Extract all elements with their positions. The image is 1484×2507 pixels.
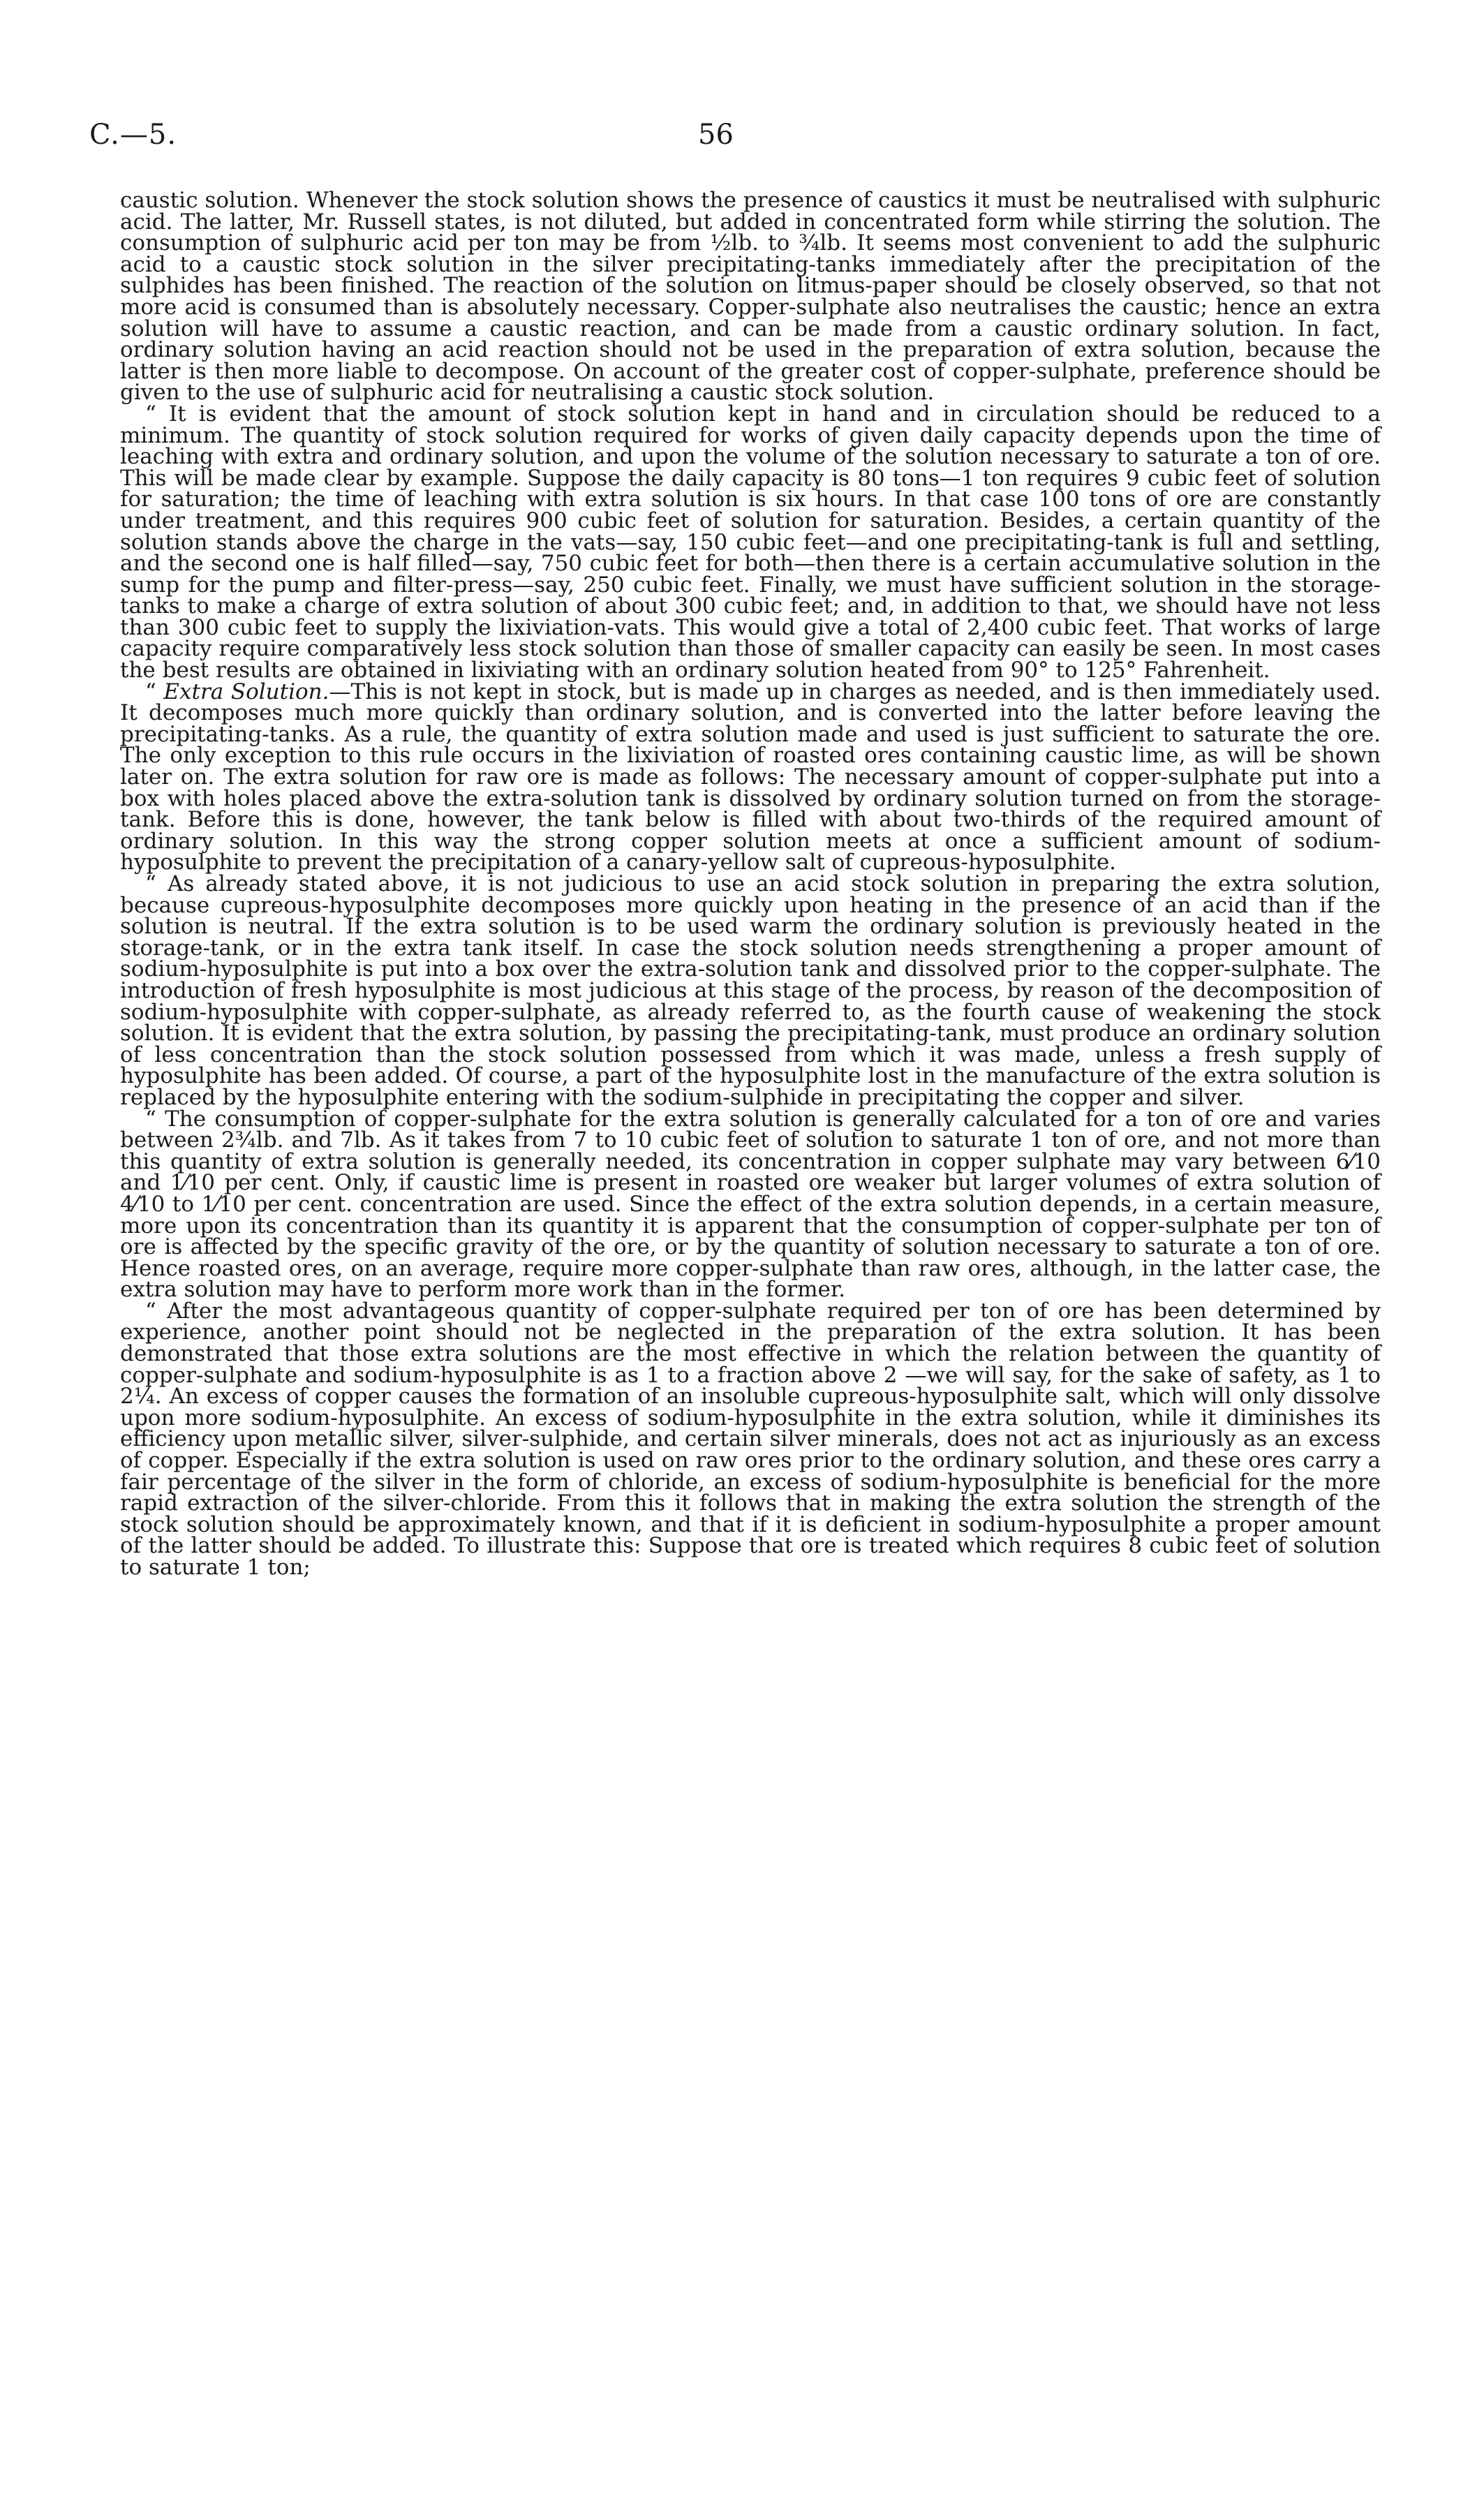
paragraph-4: “ As already stated above, it is not judicious to use an acid stock solution in preparing the extra solution, because cupreous-hyposulphite decomposes more quickly upon heating in the presence of an acid than if the solution is neutral. If the extra solution is to be used warm the ordinary solution is previously heated in the storage-tank, or in the extra tank itself. In case the stock solution needs strengthening a proper amount of sodium-hyposulphite is put into a box over the extra-solution tank and dissolved prior to the copper-sulphate. The introduction of fresh hyposulphite is most judicious at this stage of the process, by reason of the decomposition of sodium-hyposulphite with copper-sulphate, as already referred to, as the fourth cause of weakening the stock solution. It is evident that the extra solution, by passing the precipitating-tank, must produce an ordinary solution of less concentration than the stock solution possessed from which it was made, unless a fresh supply of hyposulphite has been added. Of course, a part of the hyposulphite lost in the manufacture of the extra solution is replaced by the hyposulphite entering with the sodium-sulphide in precipitating the copper and silver. xyxy=(120,871,1381,1110)
paragraph-3-text: —This is not kept in stock, but is made up in charges as needed, and is then immediately used. It decomposes much more quickly than ordinary solution, and is converted into the latter before leaving the precipitating-tanks. As a rule, the quantity of extra solution made and used is just sufficient to saturate the ore. The only exception to this rule occurs in the lixiviation of roasted ores containing caustic lime, as will be shown later on. The extra solution for raw ore is made as follows: The necessary amount of copper-sulphate put into a box with holes placed above the extra-solution tank is dissolved by ordinary solution turned on from the storage-tank. Before this is done, however, the tank below is filled with about two-thirds of the required amount of ordinary solution. In this way the strong copper solution meets at once a sufficient amount of sodium-hyposulphite to prevent the precipitation of a canary-yellow salt of cupreous-hyposulphite. xyxy=(120,679,1381,875)
paragraph-3-quote: “ xyxy=(145,679,164,704)
page-number: 56 xyxy=(698,119,734,151)
extra-solution-heading: Extra Solution. xyxy=(163,679,329,704)
paragraph-5: “ The consumption of copper-sulphate for the extra solution is generally calculated for a ton of ore and varies between 2¾lb. and 7lb. As it takes from 7 to 10 cubic feet of solution to saturate 1 ton of ore, and not more than this quantity of extra solution is generally needed, its concentration in copper sulphate may vary between 6⁄10 and 1⁄10 per cent. Only, if caustic lime is present in roasted ore weaker but larger volumes of extra solution of 4⁄10 to 1⁄10 per cent. concentration are used. Since the effect of the extra solution depends, in a certain measure, more upon its concentration than its quantity it is apparent that the consumption of copper-sulphate per ton of ore is affected by the specific gravity of the ore, or by the quantity of solution necessary to saturate a ton of ore. Hence roasted ores, on an average, require more copper-sulphate than raw ores, although, in the latter case, the extra solution may have to perform more work than in the former. xyxy=(120,1106,1381,1303)
paragraph-2: “ It is evident that the amount of stock solution kept in hand and in circulation should be reduced to a minimum. The quantity of stock solution required for works of given daily capacity depends upon the time of leaching with extra and ordinary solution, and upon the volume of the solution necessary to saturate a ton of ore. This will be made clear by example. Suppose the daily capacity is 80 tons—1 ton requires 9 cubic feet of solution for saturation; the time of leaching with extra solution is six hours. In that case 100 tons of ore are constantly under treatment, and this requires 900 cubic feet of solution for saturation. Besides, a certain quantity of the solution stands above the charge in the vats—say, 150 cubic feet—and one precipitating-tank is full and settling, and the second one is half filled—say, 750 cubic feet for both—then there is a certain accumulative solution in the sump for the pump and filter-press—say, 250 cubic feet. Finally, we must have sufficient solution in the storage-tanks to make a charge of extra solution of about 300 cubic feet; and, in addition to that, we should have not less than 300 cubic feet to supply the lixiviation-vats. This would give a total of 2,400 cubic feet. That works of large capacity require comparatively less stock solution than those of smaller capacity can easily be seen. In most cases the best results are obtained in lixiviating with an ordinary solution heated from 90° to 125° Fahrenheit. xyxy=(120,401,1381,683)
paragraph-1: caustic solution. Whenever the stock solution shows the presence of caustics it must be neutralised with sulphuric acid. The latter, Mr. Russell states, is not diluted, but added in concentrated form while stirring the solution. The consumption of sulphuric acid per ton may be from ½lb. to ¾lb. It seems most convenient to add the sulphuric acid to a caustic stock solution in the silver precipitating-tanks immediately after the precipitation of the sulphides has been finished. The reaction of the solution on litmus-paper should be closely observed, so that not more acid is consumed than is absolutely necessary. Copper-sulphate also neutralises the caustic; hence an extra solution will have to assume a caustic reaction, and can be made from a caustic ordinary solution. In fact, ordinary solution having an acid reaction should not be used in the preparation of extra solution, because the latter is then more liable to decompose. On account of the greater cost of copper-sulphate, preference should be given to the use of sulphuric acid for neutralising a caustic stock solution. xyxy=(120,188,1381,406)
paragraph-6: “ After the most advantageous quantity of copper-sulphate required per ton of ore has been determined by experience, another point should not be neglected in the preparation of the extra solution. It has been demonstrated that those extra solutions are the most effective in which the relation between the quantity of copper-sulphate and sodium-hyposulphite is as 1 to a fraction above 2 —we will say, for the sake of safety, as 1 to 2¼. An excess of copper causes the formation of an insoluble cupreous-hyposulphite salt, which will only dissolve upon more sodium-hyposulphite. An excess of sodium-hyposulphite in the extra solution, while it diminishes its efficiency upon metallic silver, silver-sulphide, and certain silver minerals, does not act as injuriously as an excess of copper. Especially if the extra solution is used on raw ores prior to the ordinary solution, and these ores carry a fair percentage of the silver in the form of chloride, an excess of sodium-hyposulphite is beneficial for the more rapid extraction of the silver-chloride. From this it follows that in making the extra solution the strength of the stock solution should be approximately known, and that if it is deficient in sodium-hyposulphite a proper amount of the latter should be added. To illustrate this: Suppose that ore is treated which requires 8 cubic feet of solution to saturate 1 ton; xyxy=(120,1298,1381,1580)
document-reference: C.—5. xyxy=(89,119,177,151)
body-text xyxy=(120,190,1381,1578)
paragraph-3 xyxy=(120,681,1381,873)
page-header xyxy=(89,119,1381,168)
